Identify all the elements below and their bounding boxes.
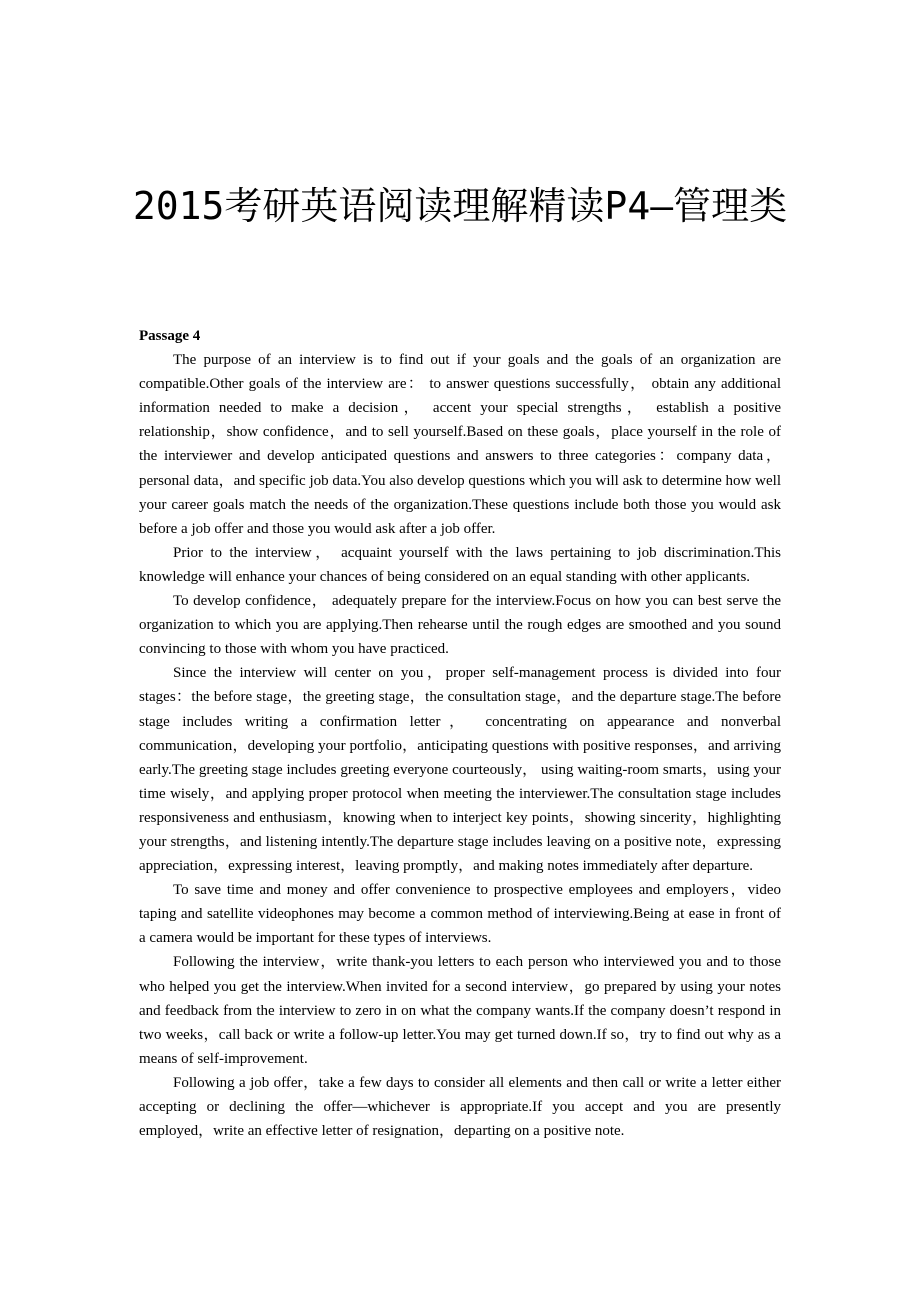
passage-label: Passage 4 (139, 328, 201, 344)
paragraph: Following a job offer，take a few days to consider all elements and then call or write a letter either accepting or declining the offer—whichever is appropriate.If you accept and you are presently employed，write an effective letter of resignation，departing on a positive note. (139, 1074, 781, 1140)
paragraph: Since the interview will center on you，proper self-management process is divided into four stages：the before stage，the greeting stage，the consultation stage，and the departure stage.The before stage includes writing a confirmation letter， concentrating on appearance and nonverbal communication，developing your portfolio，anticipating questions with positive responses，and arriving early.The greeting stage includes greeting everyone courteously， using waiting-room smarts，using your time wisely，and applying proper protocol when meeting the interviewer.The consultation stage includes responsiveness and enthusiasm，knowing when to interject key points，showing sincerity，highlighting your strengths，and listening intently.The departure stage includes leaving on a positive note，expressing appreciation，expressing interest，leaving promptly，and making notes immediately after departure. (139, 665, 781, 875)
paragraph: To develop confidence， adequately prepare for the interview.Focus on how you can best serve the organization to which you are applying.Then rehearse until the rough edges are smoothed and you sound convincing to those with whom you have practiced. (139, 593, 781, 658)
paragraph: The purpose of an interview is to find out if your goals and the goals of an organization are compatible.Other goals of the interview are： to answer questions successfully， obtain any additional information needed to make a decision， accent your special strengths， establish a positive relationship，show confidence，and to sell yourself.Based on these goals，place yourself in the role of the interviewer and develop anticipated questions and answers to three categories：company data，personal data，and specific job data.You also develop questions which you will ask to determine how well your career goals match the needs of the organization.These questions include both those you would ask before a job offer and those you would ask after a job offer. (139, 352, 781, 537)
paragraph: To save time and money and offer convenience to prospective employees and employers，video taping and satellite videophones may become a common method of interviewing.Being at ease in front of a camera would be important for these types of interviews. (139, 882, 781, 947)
passage-body (139, 324, 781, 1143)
page-title: 2015考研英语阅读理解精读P4—管理类 (132, 184, 788, 228)
paragraph: Prior to the interview， acquaint yourself with the laws pertaining to job discrimination.This knowledge will enhance your chances of being considered on an equal standing with other applicants. (139, 544, 781, 585)
paragraph: Following the interview，write thank-you letters to each person who interviewed you and to those who helped you get the interview.When invited for a second interview，go prepared by using your notes and feedback from the interview to zero in on what the company wants.If the company doesn’t respond in two weeks，call back or write a follow-up letter.You may get turned down.If so，try to find out why as a means of self-improvement. (139, 954, 781, 1067)
